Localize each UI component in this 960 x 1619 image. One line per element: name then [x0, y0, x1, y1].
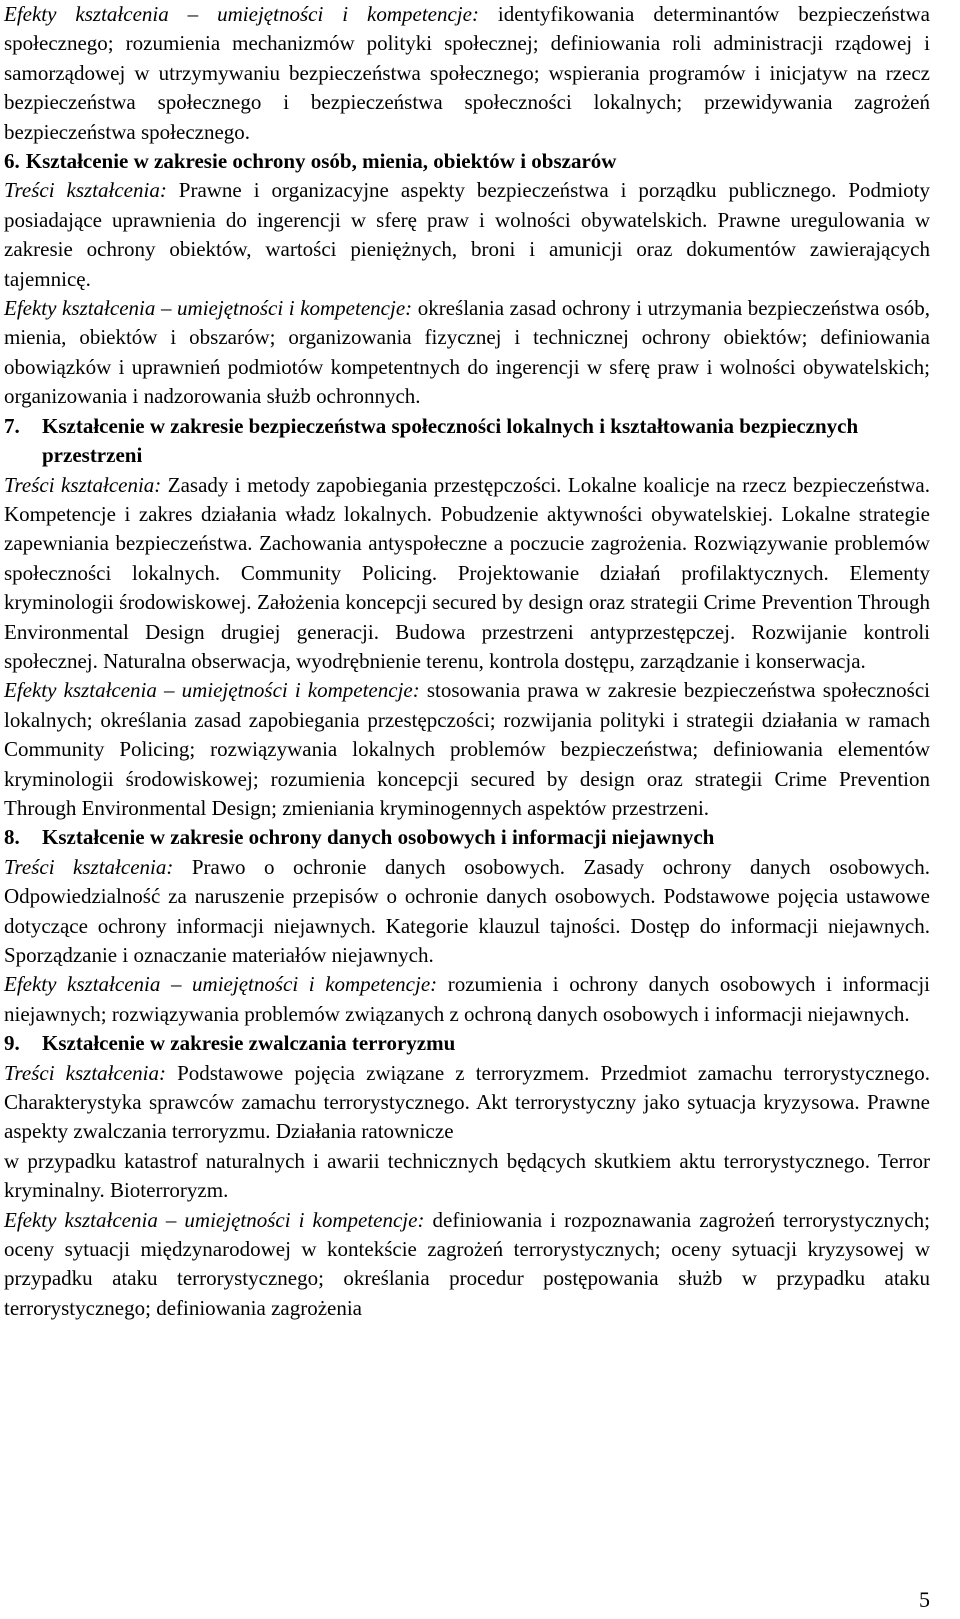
- section-effects-paragraph: [4, 1206, 930, 1324]
- section-effects-paragraph: [4, 970, 930, 1029]
- content-label: Treści kształcenia:: [4, 854, 174, 879]
- section-number: 7.: [4, 413, 20, 438]
- section-number: 8.: [4, 825, 20, 850]
- effects-text: rozumienia i ochrony danych osobowych i informacji niejawnych; rozwiązywania problemów związanych z ochroną danych osobowych i informacji niejawnych.: [4, 972, 930, 1026]
- section-title: Kształcenie w zakresie bezpieczeństwa społeczności lokalnych i kształtowania bezpiecznych przestrzeni: [42, 413, 859, 468]
- intro-effects-paragraph: [4, 0, 930, 147]
- document-page: [4, 0, 930, 1323]
- section-number: 9.: [4, 1031, 20, 1056]
- effects-text: stosowania prawa w zakresie bezpieczeństwa społeczności lokalnych; określania zasad zapobiegania przestępczości; rozwijania polityki i strategii działania w ramach Community Policing; rozwiązywania lokalnych problemów bezpieczeństwa; definiowania elementów kryminologii środowiskowej; rozumienia koncepcji secured by design oraz strategii Crime Prevention Through Environmental Design; zmieniania kryminogennych aspektów przestrzeni.: [4, 678, 930, 820]
- content-label: Treści kształcenia:: [4, 1060, 166, 1085]
- section-effects-paragraph: [4, 676, 930, 823]
- section-title: Kształcenie w zakresie ochrony danych osobowych i informacji niejawnych: [42, 825, 715, 850]
- effects-text: definiowania i rozpoznawania zagrożeń terrorystycznych; oceny sytuacji międzynarodowej w kontekście zagrożeń terrorystycznych; oceny sytuacji kryzysowej w przypadku ataku terrorystycznego; określania procedur postępowania służb w przypadku ataku terrorystycznego; definiowania zagrożenia: [4, 1207, 930, 1320]
- section-heading-7: [4, 412, 930, 471]
- section-content-paragraph-continued: [4, 1147, 930, 1206]
- effects-label: Efekty kształcenia – umiejętności i kompetencje:: [4, 678, 420, 703]
- page-number: 5: [919, 1587, 930, 1612]
- effects-text: identyfikowania determinantów bezpieczeństwa społecznego; rozumienia mechanizmów polityki społecznej; definiowania roli administracji rządowej i samorządowej w utrzymywaniu bezpieczeństwa społecznego; wspierania programów i inicjatyw na rzecz bezpieczeństwa społecznego i bezpieczeństwa społeczności lokalnych; przewidywania zagrożeń bezpieczeństwa społecznego.: [4, 2, 930, 144]
- effects-label: Efekty kształcenia – umiejętności i kompetencje:: [4, 296, 413, 321]
- section-content-paragraph: [4, 176, 930, 294]
- content-text: Zasady i metody zapobiegania przestępczości. Lokalne koalicje na rzecz bezpieczeństwa. Kompetencje i zakres działania władz lokalnych. Pobudzenie aktywności obywatelskiej. Lokalne strategie zapewniania bezpieczeństwa. Zachowania antyspołeczne a poczucie zagrożenia. Rozwiązywanie problemów społeczności lokalnych. Community Policing. Projektowanie działań profilaktycznych. Elementy kryminologii środowiskowej. Założenia koncepcji secured by design oraz strategii Crime Prevention Through Environmental Design drugiej generacji. Budowa przestrzeni antyprzestępczej. Rozwijanie kontroli społecznej. Naturalna obserwacja, wyodrębnienie terenu, kontrola dostępu, zarządzanie i konserwacja.: [4, 472, 930, 673]
- content-text: Podstawowe pojęcia związane z terroryzmem. Przedmiot zamachu terrorystycznego. Charakterystyka sprawców zamachu terrorystycznego. Akt terrorystyczny jako sytuacja kryzysowa. Prawne aspekty zwalczania terroryzmu. Działania ratownicze: [4, 1060, 930, 1144]
- section-heading-9: [4, 1029, 930, 1058]
- content-text: Prawne i organizacyjne aspekty bezpieczeństwa i porządku publicznego. Podmioty posiadające uprawnienia do ingerencji w sferę praw i wolności obywatelskich. Prawne uregulowania w zakresie ochrony obiektów, wartości pieniężnych, broni i amunicji oraz dokumentów zawierających tajemnicę.: [4, 178, 930, 291]
- effects-label: Efekty kształcenia – umiejętności i kompetencje:: [4, 972, 438, 997]
- section-content-paragraph: [4, 853, 930, 971]
- section-effects-paragraph: [4, 294, 930, 412]
- section-title: Kształcenie w zakresie ochrony osób, mienia, obiektów i obszarów: [25, 149, 617, 174]
- content-text: Prawo o ochronie danych osobowych. Zasady ochrony danych osobowych. Odpowiedzialność za naruszenie przepisów o ochronie danych osobowych. Podstawowe pojęcia ustawowe dotyczące ochrony informacji niejawnych. Kategorie klauzul tajności. Dostęp do informacji niejawnych. Sporządzanie i oznaczanie materiałów niejawnych.: [4, 854, 931, 967]
- effects-label: Efekty kształcenia – umiejętności i kompetencje:: [4, 2, 479, 26]
- effects-text: określania zasad ochrony i utrzymania bezpieczeństwa osób, mienia, obiektów i obszarów; organizowania fizycznej i technicznej ochrony obiektów; definiowania obowiązków i uprawnień podmiotów kompetentnych do ingerencji w sferę praw i wolności obywatelskich; organizowania i nadzorowania służb ochronnych.: [4, 296, 930, 409]
- effects-label: Efekty kształcenia – umiejętności i kompetencje:: [4, 1207, 425, 1232]
- content-label: Treści kształcenia:: [4, 472, 162, 497]
- section-title: Kształcenie w zakresie zwalczania terroryzmu: [42, 1031, 456, 1056]
- section-heading-6: [4, 147, 930, 176]
- section-heading-8: [4, 823, 930, 852]
- section-number: 6.: [4, 149, 20, 174]
- section-content-paragraph: [4, 1059, 930, 1147]
- content-label: Treści kształcenia:: [4, 178, 167, 203]
- content-text: w przypadku katastrof naturalnych i awarii technicznych będących skutkiem aktu terrorystycznego. Terror kryminalny. Bioterroryzm.: [4, 1148, 930, 1203]
- section-content-paragraph: [4, 471, 930, 677]
